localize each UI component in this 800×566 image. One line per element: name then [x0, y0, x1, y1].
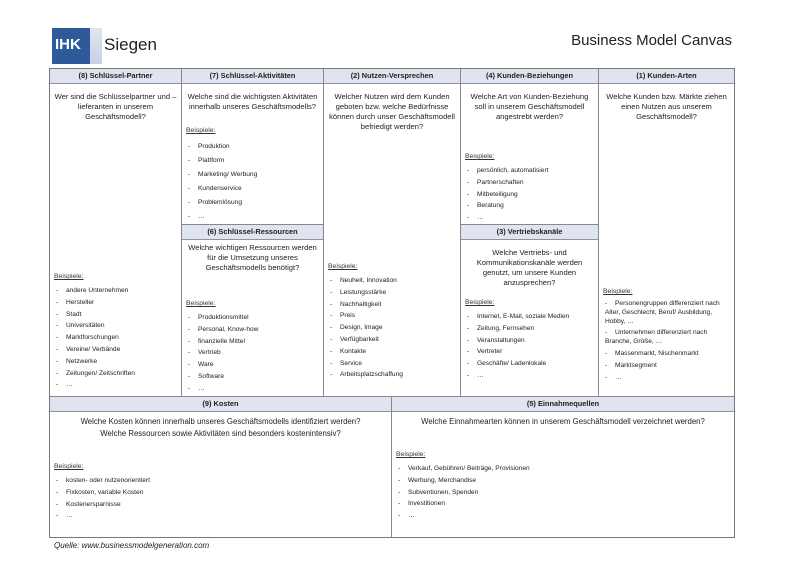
block-title: (1) Kunden-Arten: [599, 69, 734, 84]
block-customer-segments: [599, 69, 734, 397]
list-item: - Vertreter: [467, 346, 569, 358]
list-item: - Vertrieb: [188, 347, 258, 359]
logo-stripe: [90, 28, 102, 64]
list-item: - Personal, Know-how: [188, 324, 258, 336]
list-item: - Mitbeteiligung: [467, 189, 548, 201]
examples-list: [467, 165, 548, 224]
list-item: - Subventionen, Spenden: [398, 487, 530, 499]
block-revenue-streams: [392, 397, 734, 537]
list-item: - Produktionsmittel: [188, 312, 258, 324]
block-question: Welche Kosten können innerhalb unseres Geschäftsmodells identifiziert werden? Welche Ressourcen sowie Aktivitäten sind besonders kostenintensiv?: [80, 417, 361, 438]
block-question: Welche Art von Kunden-Beziehung soll in unserem Geschäftsmodell angestrebt werden?: [470, 92, 589, 121]
list-item: - Software: [188, 371, 258, 383]
list-item: - Personengruppen differenziert nach Alter, Geschlecht, Beruf/ Ausbildung, Hobby, …: [605, 299, 725, 326]
logo-mark-text: IHK: [55, 36, 81, 53]
block-question: Welche wichtigen Ressourcen werden für die Umsetzung unseres Geschäftsmodells benötigt?: [188, 243, 317, 272]
logo-mark-box: [52, 28, 90, 64]
list-item: - Geschäfte/ Ladenlokale: [467, 358, 569, 370]
block-title: (7) Schlüssel-Aktivitäten: [182, 69, 323, 84]
list-item: - Produktion: [188, 140, 257, 154]
block-question: Welcher Nutzen wird dem Kunden geboten bzw. welche Bedürfnisse können durch unser Geschäftsmodell befriedigt werden?: [329, 92, 455, 131]
list-item: - Beratung: [467, 200, 548, 212]
list-item: - Verfügbarkeit: [330, 334, 403, 346]
list-item: - Ware: [188, 359, 258, 371]
block-value-proposition: [324, 69, 461, 397]
list-item: - Leistungsstärke: [330, 287, 403, 299]
list-item: - Werbung, Merchandise: [398, 475, 530, 487]
examples-label: Beispiele:: [603, 288, 633, 295]
business-model-canvas: [49, 68, 735, 538]
list-item: - Service: [330, 358, 403, 370]
logo-city: Siegen: [104, 35, 157, 54]
list-item: - …: [188, 210, 257, 224]
page-title: Business Model Canvas: [571, 32, 732, 49]
list-item: - Zeitung, Fernsehen: [467, 323, 569, 335]
block-title: (8) Schlüssel-Partner: [50, 69, 181, 84]
examples-list: [188, 140, 257, 224]
list-item: - Vereine/ Verbände: [56, 344, 135, 356]
block-customer-relationships: [461, 69, 599, 225]
block-title: (5) Einnahmequellen: [392, 397, 734, 412]
examples-label: Beispiele:: [54, 273, 84, 280]
block-question: Welche Einnahmearten können in unserem Geschäftsmodell verzeichnet werden?: [421, 417, 705, 426]
list-item: - …: [398, 510, 530, 522]
list-item: - Kundenservice: [188, 182, 257, 196]
block-cost-structure: [50, 397, 392, 537]
block-question: Welche Kunden bzw. Märkte ziehen einen Nutzen aus unserem Geschäftsmodell?: [606, 92, 727, 121]
ihk-logo: [52, 28, 177, 64]
source-note: Quelle: www.businessmodelgeneration.com: [54, 541, 210, 550]
list-item: - …: [56, 510, 150, 522]
block-question: Wer sind die Schlüsselpartner und –lieferanten in unserem Geschäftsmodell?: [54, 92, 177, 121]
list-item: - Fixkosten, variable Kosten: [56, 487, 150, 499]
block-key-activities: [182, 69, 324, 225]
examples-list: [398, 463, 530, 522]
list-item: - kosten- oder nutzenorientiert: [56, 475, 150, 487]
list-item: - andere Unternehmen: [56, 285, 135, 297]
list-item: - Kontakte: [330, 346, 403, 358]
list-item: - Unternehmen differenziert nach Branche, Größe, …: [605, 328, 725, 346]
block-key-resources: [182, 225, 324, 397]
examples-list: [605, 299, 725, 382]
list-item: - Marketing/ Werbung: [188, 168, 257, 182]
list-item: - Veranstaltungen: [467, 335, 569, 347]
list-item: - Neuheit, Innovation: [330, 275, 403, 287]
list-item: - Preis: [330, 310, 403, 322]
list-item: - Nachhaltigkeit: [330, 299, 403, 311]
list-item: - …: [56, 379, 135, 391]
examples-list: [188, 312, 258, 395]
examples-label: Beispiele:: [186, 300, 216, 307]
block-question: Welche sind die wichtigsten Aktivitäten innerhalb unseres Geschäftsmodells?: [187, 92, 318, 111]
list-item: - Marktsegment: [605, 361, 725, 370]
examples-label: Beispiele:: [186, 127, 216, 134]
list-item: - finanzielle Mittel: [188, 336, 258, 348]
list-item: - Kostenersparnisse: [56, 499, 150, 511]
list-item: - Design, Image: [330, 322, 403, 334]
examples-label: Beispiele:: [396, 451, 426, 458]
list-item: - Partnerschaften: [467, 177, 548, 189]
list-item: - Marktforschungen: [56, 332, 135, 344]
list-item: - …: [188, 383, 258, 395]
list-item: - Investitionen: [398, 498, 530, 510]
list-item: - Verkauf, Gebühren/ Beiträge, Provisionen: [398, 463, 530, 475]
block-title: (3) Vertriebskanäle: [461, 225, 598, 240]
list-item: - Netzwerke: [56, 356, 135, 368]
examples-label: Beispiele:: [328, 263, 358, 270]
list-item: - Universitäten: [56, 320, 135, 332]
list-item: - Stadt: [56, 309, 135, 321]
block-title: (6) Schlüssel-Ressourcen: [182, 225, 323, 240]
list-item: - Zeitungen/ Zeitschriften: [56, 368, 135, 380]
block-channels: [461, 225, 599, 397]
examples-list: [56, 285, 135, 391]
list-item: - Plattform: [188, 154, 257, 168]
list-item: - …: [467, 370, 569, 382]
block-question: Welche Vertriebs- und Kommunikationskanäle werden genutzt, um unsere Kunden anzusprechen?: [476, 248, 583, 287]
list-item: - Arbeitsplatzschaffung: [330, 369, 403, 381]
list-item: - Problemlösung: [188, 196, 257, 210]
list-item: - …: [467, 212, 548, 224]
examples-list: [56, 475, 150, 522]
block-title: (4) Kunden-Beziehungen: [461, 69, 598, 84]
examples-label: Beispiele:: [465, 299, 495, 306]
list-item: - Massenmarkt, Nischenmarkt: [605, 349, 725, 358]
list-item: - persönlich, automatisiert: [467, 165, 548, 177]
examples-label: Beispiele:: [465, 153, 495, 160]
list-item: - Internet, E-Mail, soziale Medien: [467, 311, 569, 323]
list-item: - Hersteller: [56, 297, 135, 309]
list-item: - …: [605, 373, 725, 382]
examples-list: [467, 311, 569, 382]
examples-list: [330, 275, 403, 381]
block-title: (2) Nutzen-Versprechen: [324, 69, 460, 84]
block-title: (9) Kosten: [50, 397, 391, 412]
examples-label: Beispiele:: [54, 463, 84, 470]
block-key-partners: [50, 69, 182, 397]
